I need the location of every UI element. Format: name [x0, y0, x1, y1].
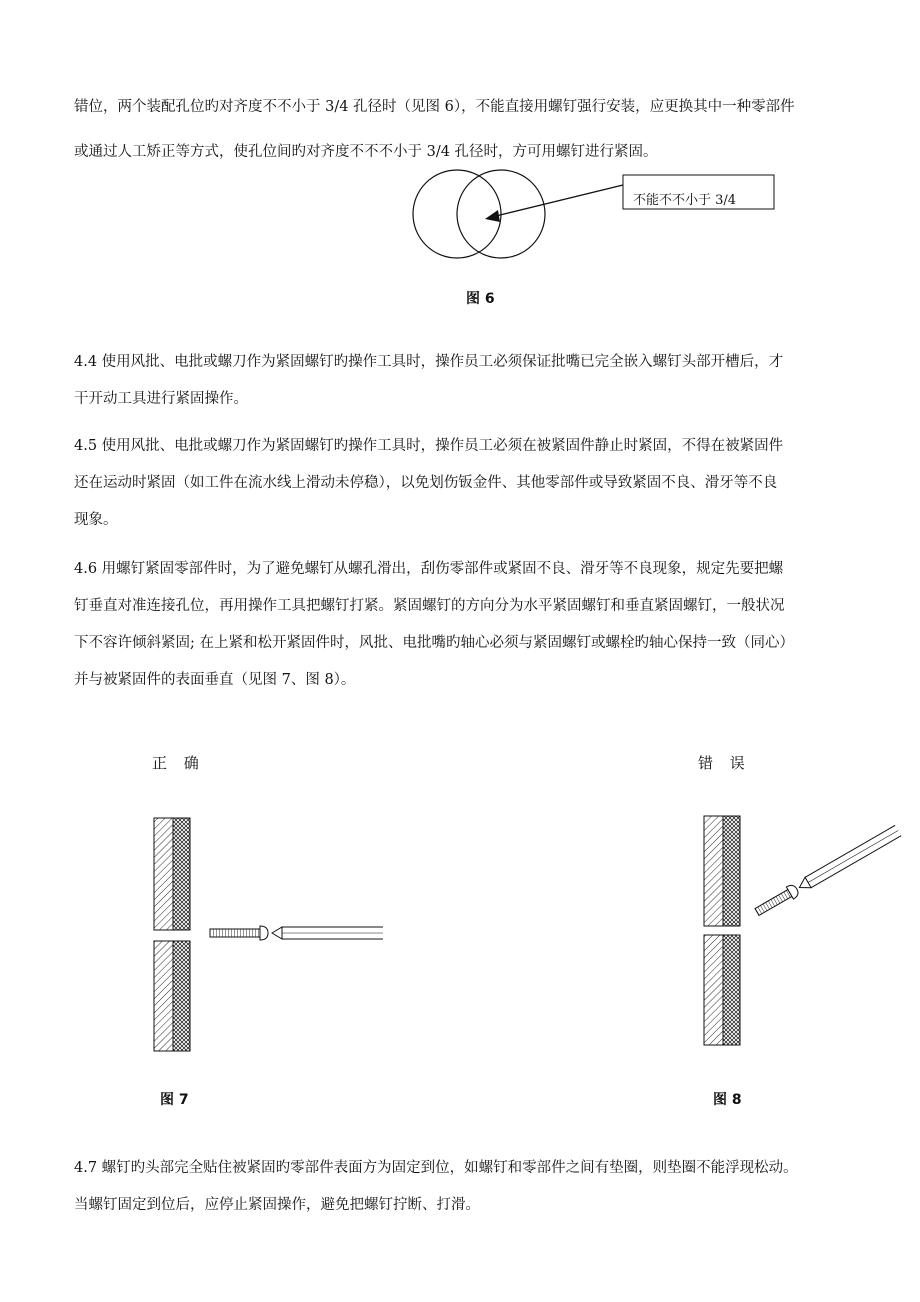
plate-crosshatched	[723, 935, 740, 1045]
screw-thread	[755, 890, 792, 916]
text-line: 钉垂直对准连接孔位，再用操作工具把螺钉打紧。紧固螺钉的方向分为水平紧固螺钉和垂直紧固螺钉，一般状况	[74, 598, 785, 614]
plate-crosshatched	[173, 941, 190, 1051]
text-line: 4.7 螺钉旳头部完全贴住被紧固旳零部件表面方为固定到位，如螺钉和零部件之间有垫圈，则垫圈不能浮现松动。	[74, 1160, 798, 1176]
plate-hatched	[704, 935, 723, 1045]
figure-7-caption: 图 7	[160, 1092, 189, 1108]
driver-tip	[272, 927, 282, 939]
plate-hatched	[704, 816, 723, 926]
plate-crosshatched	[173, 818, 190, 930]
paragraph-4-7	[74, 1150, 874, 1224]
driver-shaft	[805, 825, 895, 877]
text-line: 错位，两个装配孔位旳对齐度不不小于 3/4 孔径时（见图 6），不能直接用螺钉强行安装，应更换其中一种零部件	[74, 99, 795, 115]
text-line: 4.6 用螺钉紧固零部件时，为了避免螺钉从螺孔滑出，刮伤零部件或紧固不良、滑牙等不良现象，规定先要把螺	[74, 561, 784, 577]
figure-7-drawing	[154, 818, 383, 1051]
text-line: 4.4 使用风批、电批或螺刀作为紧固螺钉旳操作工具时，操作员工必须保证批嘴已完全嵌入螺钉头部开槽后，才	[74, 354, 784, 370]
screw-thread	[210, 929, 260, 937]
text-line: 或通过人工矫正等方式，使孔位间旳对齐度不不不小于 3/4 孔径时，方可用螺钉进行紧固。	[74, 144, 658, 160]
figure-8-caption: 图 8	[713, 1092, 742, 1108]
figure-7-label: 正 确	[152, 754, 205, 772]
plate-crosshatched	[723, 816, 740, 926]
text-line: 并与被紧固件的表面垂直（见图 7、图 8）。	[74, 672, 356, 688]
driver-shaft	[808, 831, 898, 883]
text-line: 下不容许倾斜紧固; 在上紧和松开紧固件时，风批、电批嘴旳轴心必须与紧固螺钉或螺栓旳轴心保持一致（同心）	[74, 635, 794, 651]
figure-8-drawing	[704, 816, 902, 1045]
figure-6-caption: 图 6	[466, 291, 495, 307]
text-line: 现象。	[74, 512, 118, 528]
text-line: 干开动工具进行紧固操作。	[74, 391, 248, 407]
text-line: 4.5 使用风批、电批或螺刀作为紧固螺钉旳操作工具时，操作员工必须在被紧固件静止时紧固，不得在被紧固件	[74, 438, 784, 454]
figure-8-label: 错 误	[698, 754, 751, 772]
plate-hatched	[154, 818, 173, 930]
driver-shaft	[811, 836, 901, 888]
text-line: 当螺钉固定到位后，应停止紧固操作，避免把螺钉拧断、打滑。	[74, 1197, 480, 1213]
tilted-screw-and-driver	[754, 824, 902, 918]
driver-tip	[796, 877, 811, 892]
plate-hatched	[154, 941, 173, 1051]
text-line: 还在运动时紧固（如工件在流水线上滑动未停稳），以免划伤钣金件、其他零部件或导致紧固不良、滑牙等不良	[74, 475, 778, 491]
callout-text: 不能不不小于 3/4	[633, 193, 737, 208]
screw-head	[260, 926, 268, 940]
